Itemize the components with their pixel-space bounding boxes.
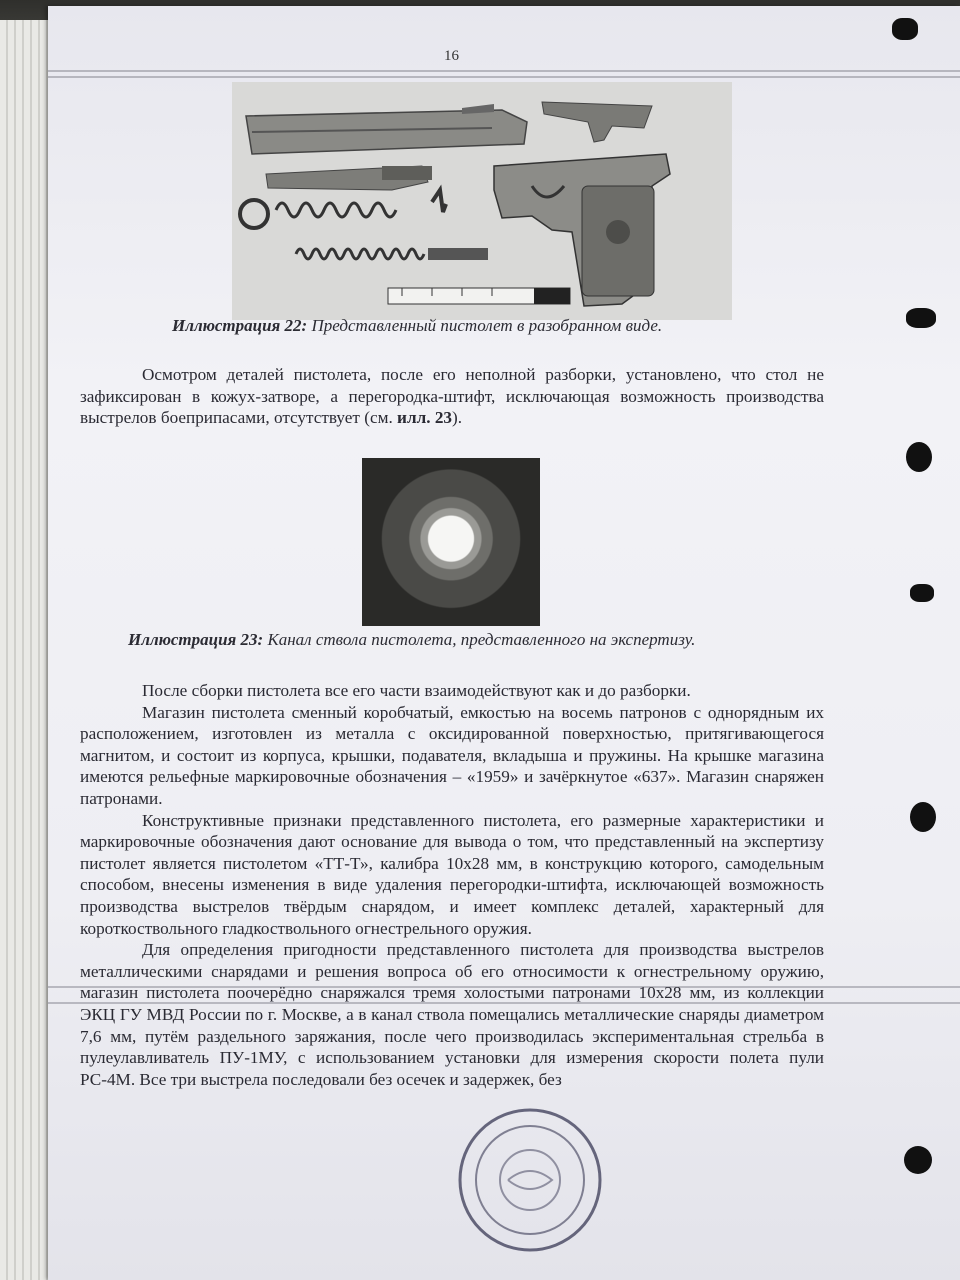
paragraph-1-text: Осмотром деталей пистолета, после его неполной разборки, установлено, что стол не зафиксирован в кожух-затворе, а перегородка-штифт, исключающая возможность производства выстрелов боеприпасами, отсутствует (см. xyxy=(80,365,824,428)
binder-hole-mark xyxy=(910,584,934,602)
figure-23-caption xyxy=(128,630,695,650)
binder-hole-mark xyxy=(906,308,936,328)
binder-hole xyxy=(910,802,936,832)
figure-22-label: Иллюстрация 22: xyxy=(172,316,308,335)
paragraph-4: Конструктивные признаки представленного пистолета, его размерные характеристики и маркировочные обозначения дают основание для вывода о том, что представленный на экспертизу пистолет является пистолетом «ТТ-Т», калибра 10х28 мм, в конструкцию которого, самодельным способом, внесены изменения в виде удаления перегородки-штифта, исключающей возможность производства выстрелов твёрдым снарядом, и имеет комплекс деталей, характерный для короткоствольного гладкоствольного огнестрельного оружия. xyxy=(80,810,824,938)
paragraph-2: После сборки пистолета все его части взаимодействуют как и до разборки. xyxy=(142,681,691,700)
pistol-disassembled-photo xyxy=(232,82,732,320)
official-seal-stamp xyxy=(450,1094,610,1274)
figure-22-text: Представленный пистолет в разобранном виде. xyxy=(311,316,663,335)
binder-hole xyxy=(904,1146,932,1174)
paragraph-1 xyxy=(80,364,824,429)
document-page xyxy=(48,6,960,1280)
figure-23-reference: илл. 23 xyxy=(397,408,453,428)
scan-artifact xyxy=(48,70,960,72)
figure-23-label: Иллюстрация 23: xyxy=(128,630,264,649)
scan-artifact xyxy=(48,76,960,78)
figure-22-caption xyxy=(172,316,662,336)
paragraph-1-tail: ). xyxy=(452,408,463,428)
binder-hole xyxy=(906,442,932,472)
paragraph-5: Для определения пригодности представленного пистолета для производства выстрелов металлическими снарядами и решения вопроса об его относимости к огнестрельному оружию, магазин пистолета поочерёдно снаряжался тремя холостыми патронами 10х28 мм, из коллекции ЭКЦ ГУ МВД России по г. Москве, а в канал ствола помещались металлические снаряды диаметром 7,6 мм, путём раздельного заряжания, после чего производилась экспериментальная стрельба в пулеулавливатель ПУ-1МУ, с использованием установки для измерения скорости полета пули РС-4М. Все три выстрела последовали без осечек и задержек, без xyxy=(80,940,824,1089)
figure-23-text: Канал ствола пистолета, представленного на экспертизу. xyxy=(267,630,696,649)
body-text xyxy=(80,680,824,1090)
paragraph-3: Магазин пистолета сменный коробчатый, емкостью на восемь патронов с однорядным их расположением, изготовлен из металла с оксидированной поверхностью, притягивающегося магнитом, и состоит из корпуса, крышки, подавателя, вкладыша и пружины. На крышке магазина имеются рельефные маркировочные обозначения – «1959» и зачёркнутое «637». Магазин снаряжен патронами. xyxy=(80,702,824,808)
binder-hole-mark xyxy=(892,18,918,40)
page-number: 16 xyxy=(444,48,459,64)
barrel-bore-photo xyxy=(362,458,540,626)
